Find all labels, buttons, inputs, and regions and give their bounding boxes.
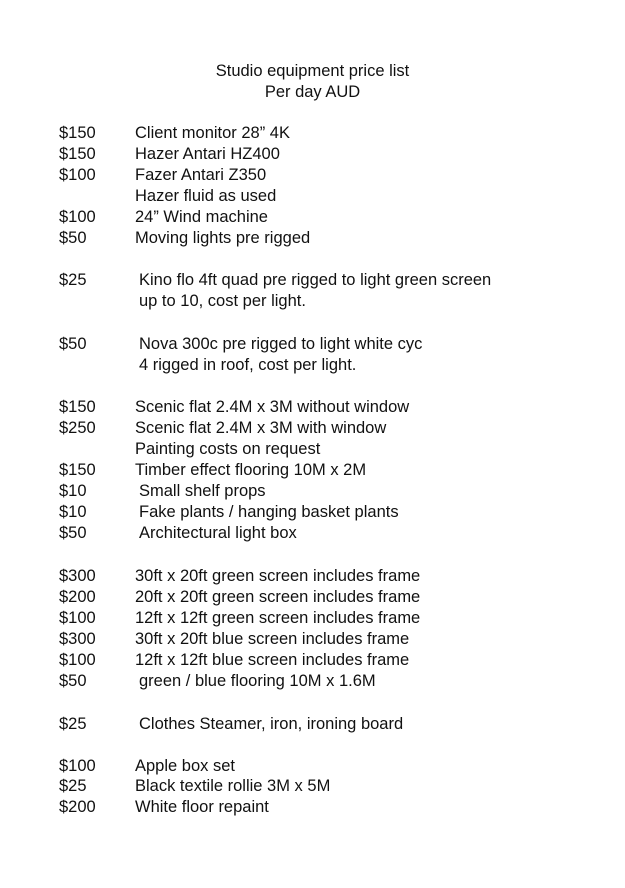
- item-price: $50: [59, 672, 87, 690]
- item-price: $100: [59, 208, 96, 226]
- item-description: Timber effect flooring 10M x 2M: [135, 461, 367, 479]
- item-price: $25: [59, 777, 87, 795]
- item-description: Painting costs on request: [135, 440, 321, 458]
- document-subtitle: Per day AUD: [264, 83, 361, 101]
- item-description: Black textile rollie 3M x 5M: [135, 777, 331, 795]
- item-price: $300: [59, 630, 96, 648]
- item-description: Clothes Steamer, iron, ironing board: [139, 715, 404, 733]
- item-description: green / blue flooring 10M x 1.6M: [139, 672, 376, 690]
- item-price: $100: [59, 609, 96, 627]
- item-price: $50: [59, 229, 87, 247]
- item-price: $150: [59, 145, 96, 163]
- item-description: Small shelf props: [139, 482, 266, 500]
- item-price: $10: [59, 503, 87, 521]
- item-description: 20ft x 20ft green screen includes frame: [135, 588, 421, 606]
- item-description: Hazer Antari HZ400: [135, 145, 280, 163]
- item-description: Nova 300c pre rigged to light white cyc: [139, 335, 423, 353]
- item-description: Kino flo 4ft quad pre rigged to light green screen: [139, 271, 492, 289]
- item-description: Fazer Antari Z350: [135, 166, 267, 184]
- item-price: $100: [59, 651, 96, 669]
- document-title: Studio equipment price list: [215, 62, 410, 80]
- title-block: [0, 61, 625, 103]
- item-description: 12ft x 12ft green screen includes frame: [135, 609, 421, 627]
- item-description: 4 rigged in roof, cost per light.: [139, 356, 357, 374]
- item-description: up to 10, cost per light.: [139, 292, 306, 310]
- item-description: 12ft x 12ft blue screen includes frame: [135, 651, 410, 669]
- item-price: $200: [59, 588, 96, 606]
- item-price: $50: [59, 524, 87, 542]
- item-description: 30ft x 20ft green screen includes frame: [135, 567, 421, 585]
- item-description: 30ft x 20ft blue screen includes frame: [135, 630, 410, 648]
- item-price: $10: [59, 482, 87, 500]
- item-price: $50: [59, 335, 87, 353]
- item-price: $150: [59, 398, 96, 416]
- item-description: Scenic flat 2.4M x 3M without window: [135, 398, 410, 416]
- item-description: Scenic flat 2.4M x 3M with window: [135, 419, 387, 437]
- item-description: Client monitor 28” 4K: [135, 124, 290, 142]
- item-price: $100: [59, 757, 96, 775]
- item-description: Hazer fluid as used: [135, 187, 277, 205]
- item-price: $300: [59, 567, 96, 585]
- item-price: $250: [59, 419, 96, 437]
- item-price: $150: [59, 461, 96, 479]
- item-price: $25: [59, 715, 87, 733]
- item-description: Architectural light box: [139, 524, 297, 542]
- item-price: $150: [59, 124, 96, 142]
- item-price: $25: [59, 271, 87, 289]
- item-price: $100: [59, 166, 96, 184]
- item-description: Fake plants / hanging basket plants: [139, 503, 399, 521]
- item-description: Moving lights pre rigged: [135, 229, 311, 247]
- item-description: 24” Wind machine: [135, 208, 268, 226]
- item-description: Apple box set: [135, 757, 235, 775]
- item-description: White floor repaint: [135, 798, 269, 816]
- item-price: $200: [59, 798, 96, 816]
